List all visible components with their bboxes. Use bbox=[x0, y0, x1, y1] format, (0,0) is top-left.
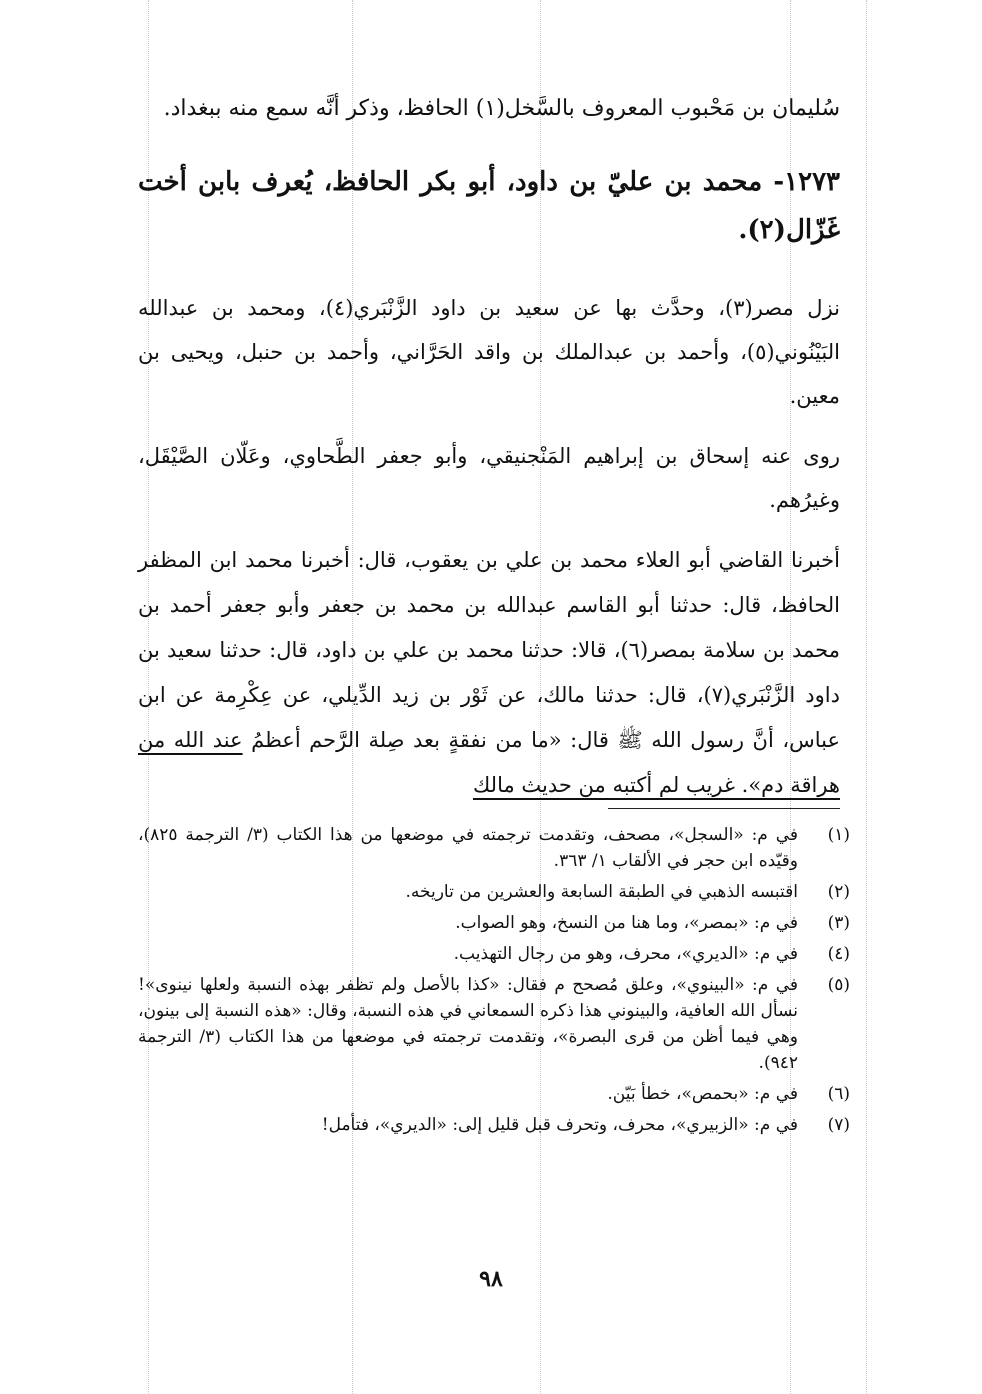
footnote-item bbox=[138, 1081, 850, 1107]
footnotes bbox=[138, 822, 850, 1143]
footnote-number: (١) bbox=[827, 825, 850, 845]
footnote-number: (٧) bbox=[827, 1115, 850, 1135]
footnote-text: في م: «السجل»، مصحف، وتقدمت ترجمته في موضعها من هذا الكتاب (٣/ الترجمة ٨٢٥)، وقيّده ابن حجر في الألقاب ١/ ٣٦٣. bbox=[138, 825, 798, 871]
footnote-item bbox=[138, 879, 850, 905]
opening-line: سُليمان بن مَحْبوب المعروف بالسَّخل(١) الحافظ، وذكر أنَّه سمع منه ببغداد. bbox=[163, 96, 840, 121]
hadith-text-underlined: عند الله من هراقة دم». غريب لم أكتبه من حديث مالك bbox=[138, 728, 840, 797]
footnote-text: في م: «الزبيري»، محرف، وتحرف قبل قليل إلى: «الديري»، فتأمل! bbox=[321, 1115, 798, 1135]
paragraph-hadith bbox=[138, 538, 840, 808]
scan-guide-line bbox=[866, 0, 867, 1394]
footnote-text: في م: «بحمص»، خطأ بَيّن. bbox=[607, 1084, 798, 1104]
footnote-text: في م: «الديري»، محرف، وهو من رجال التهذيب. bbox=[453, 944, 798, 964]
footnote-divider bbox=[608, 808, 840, 809]
footnote-item bbox=[138, 1112, 850, 1138]
footnote-number: (٥) bbox=[827, 975, 850, 995]
footnote-text: في م: «البينوي»، وعلق مُصحح م فقال: «كذا بالأصل ولم تظفر بهذه النسبة ولعلها نينوى»! نسأل الله العافية، والبينوني هذا ذكره السمعاني في هذه النسبة، وقال: «هذه النسبة إلى بينون، وهي فيما أظن من قرى البصرة»، وتقدمت ترجمته في موضعها من هذا الكتاب (٣/ الترجمة ٩٤٢). bbox=[138, 975, 799, 1073]
footnote-number: (٣) bbox=[827, 913, 850, 933]
footnote-item bbox=[138, 941, 850, 967]
paragraph-narrators: روى عنه إسحاق بن إبراهيم المَنْجنيقي، وأبو جعفر الطَّحاوي، وعَلّان الصَّيْقَل، وغيرُهم. bbox=[138, 444, 840, 512]
footnote-number: (٤) bbox=[827, 944, 850, 964]
footnote-item bbox=[138, 972, 850, 1076]
paragraph-narrations: نزل مصر(٣)، وحدَّث بها عن سعيد بن داود الزَّنْبَري(٤)، ومحمد بن عبدالله البَيْنُوني(٥)، وأحمد بن عبدالملك بن واقد الحَرَّاني، وأحمد بن حنبل، ويحيى بن معين. bbox=[138, 296, 840, 408]
footnote-text: في م: «بمصر»، وما هنا من النسخ، وهو الصواب. bbox=[455, 913, 798, 933]
footnote-text: اقتبسه الذهبي في الطبقة السابعة والعشرين من تاريخه. bbox=[405, 882, 798, 902]
footnote-item bbox=[138, 822, 850, 874]
footnote-number: (٦) bbox=[827, 1084, 850, 1104]
hadith-text: أخبرنا القاضي أبو العلاء محمد بن علي بن يعقوب، قال: أخبرنا محمد ابن المظفر الحافظ، قال: حدثنا أبو القاسم عبدالله بن محمد بن جعفر وأبو جعفر أحمد بن محمد بن سلامة بمصر(٦)، قالا: حدثنا محمد بن علي بن داود، قال: حدثنا سعيد بن داود الزَّنْبَري(٧)، قال: حدثنا مالك، عن ثَوْر بن زيد الدِّيلي، عن عِكْرِمة عن ابن عباس، أنَّ رسول الله ﷺ قال: «ما من نفقةٍ بعد صِلة الرَّحم أعظمُ bbox=[138, 548, 840, 752]
entry-heading: ١٢٧٣- محمد بن عليّ بن داود، أبو بكر الحافظ، يُعرف بابن أخت غَزّال(٢). bbox=[138, 167, 840, 245]
footnote-item bbox=[138, 910, 850, 936]
footnote-number: (٢) bbox=[827, 882, 850, 902]
page-number: ٩٨ bbox=[479, 1266, 503, 1292]
